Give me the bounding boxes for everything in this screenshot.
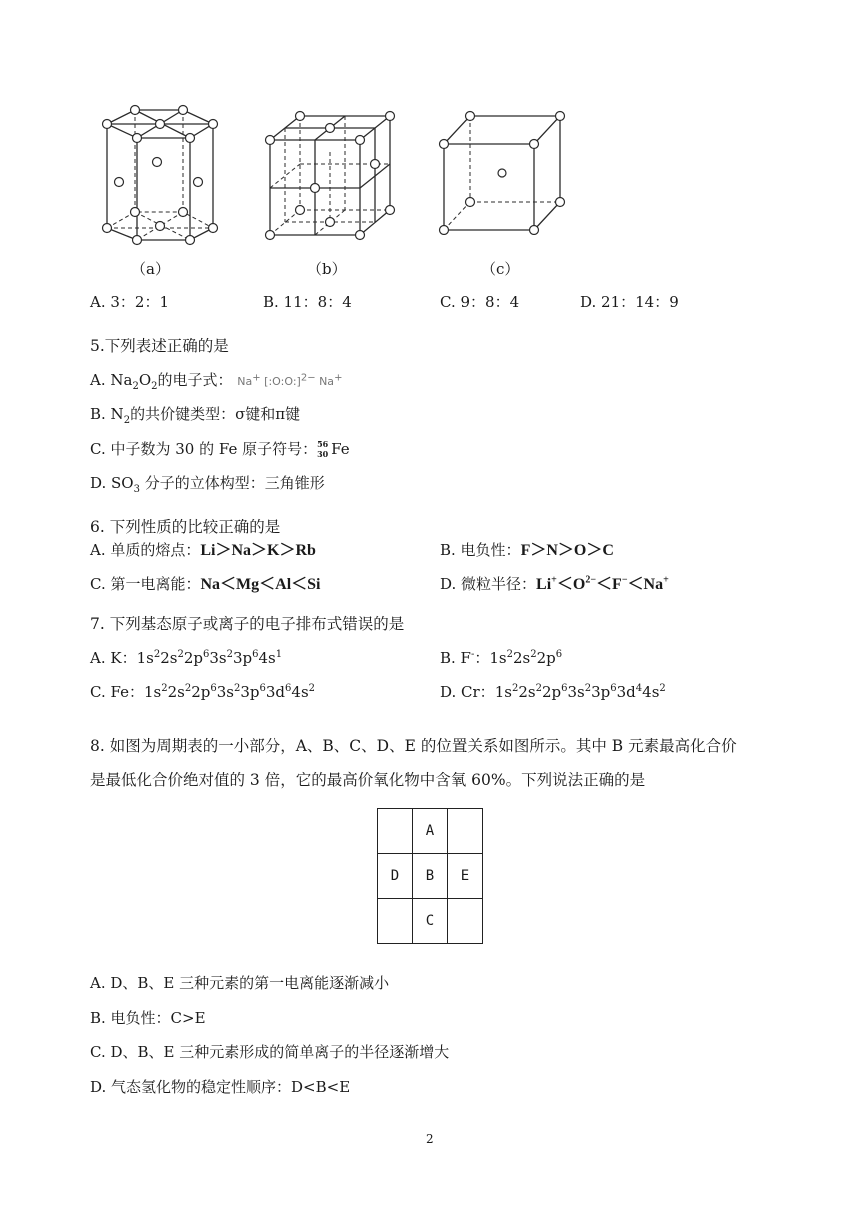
table-cell: E <box>448 854 483 899</box>
q4-option-c: C. 9：8：4 <box>440 293 520 311</box>
q8-option-b: B. 电负性：C>E <box>90 1009 206 1027</box>
table-cell <box>448 809 483 854</box>
q8-option-a: A. D、B、E 三种元素的第一电离能逐渐减小 <box>90 974 390 992</box>
figure-a-caption: （a） <box>131 260 170 278</box>
table-row <box>378 899 483 944</box>
q5-stem: 5.下列表述正确的是 <box>90 337 229 355</box>
page-number: 2 <box>426 1132 434 1146</box>
table-cell <box>378 809 413 854</box>
q8-stem-line1: 8. 如图为周期表的一小部分，A、B、C、D、E 的位置关系如图所示。其中 B 元素最高化合价 <box>90 737 737 755</box>
q6-option-a: A. 单质的熔点：Li＞Na＞K＞Rb <box>90 541 316 559</box>
table-row <box>378 809 483 854</box>
q8-option-c: C. D、B、E 三种元素形成的简单离子的半径逐渐增大 <box>90 1043 450 1061</box>
q8-stem-line2: 是最低化合价绝对值的 3 倍，它的最高价氧化物中含氧 60%。下列说法正确的是 <box>90 771 646 789</box>
q6-option-b: B. 电负性：F＞N＞O＞C <box>440 541 614 559</box>
q5-option-c: C. 中子数为 30 的 Fe 原子符号： 56 30 Fe <box>90 439 350 459</box>
nuclide-symbol: 56 30 <box>317 439 329 459</box>
figure-b-caption: （b） <box>307 260 347 278</box>
q6-option-d: D. 微粒半径：$Li^+<O^{2-}<F^-<Na^+$ <box>440 574 669 593</box>
figure-c-caption: （c） <box>481 260 520 278</box>
q4-option-a: A. 3：2：1 <box>90 293 169 311</box>
q4-option-b: B. 11：8：4 <box>263 293 352 311</box>
q7-option-a: A. K：$1s^22s^22p^63s^23p^64s^1$ <box>90 649 283 667</box>
q7-stem: 7. 下列基态原子或离子的电子排布式错误的是 <box>90 615 405 633</box>
table-row <box>378 854 483 899</box>
q7-option-c: C. Fe：$1s^22s^22p^63s^23p^63d^64s^2$ <box>90 683 316 701</box>
q6-stem: 6. 下列性质的比较正确的是 <box>90 518 281 536</box>
q6-option-c: C. 第一电离能：Na＜Mg＜Al＜Si <box>90 575 321 593</box>
figure-a-hexagonal-cell <box>95 100 225 250</box>
q8-option-d: D. 气态氢化物的稳定性顺序：D<B<E <box>90 1078 351 1096</box>
electron-formula-na2o2: Na+ [:O:O:]$^{2-}$ Na+ <box>237 372 343 388</box>
table-cell: A <box>413 809 448 854</box>
table-cell: B <box>413 854 448 899</box>
table-cell <box>448 899 483 944</box>
periodic-table-fragment <box>377 808 483 944</box>
q5-option-b: B. $N_2$的共价键类型：σ键和π键 <box>90 405 301 426</box>
q5-option-d: D. $SO_3$ 分子的立体构型：三角锥形 <box>90 474 325 495</box>
q7-option-d: D. Cr：$1s^22s^22p^63s^23p^63d^44s^2$ <box>440 683 666 701</box>
table-cell <box>378 899 413 944</box>
figure-b-cubic-cell <box>262 110 397 245</box>
figure-c-body-centered-cell <box>436 110 566 235</box>
q7-option-b: B. F-：$1s^22s^22p^6$ <box>440 649 563 667</box>
table-cell: C <box>413 899 448 944</box>
q4-option-d: D. 21：14：9 <box>580 293 679 311</box>
q5-option-a: A. $Na_2O_2$的电子式： Na+ [:O:O:]$^{2-}$ Na+ <box>90 371 343 392</box>
table-cell: D <box>378 854 413 899</box>
